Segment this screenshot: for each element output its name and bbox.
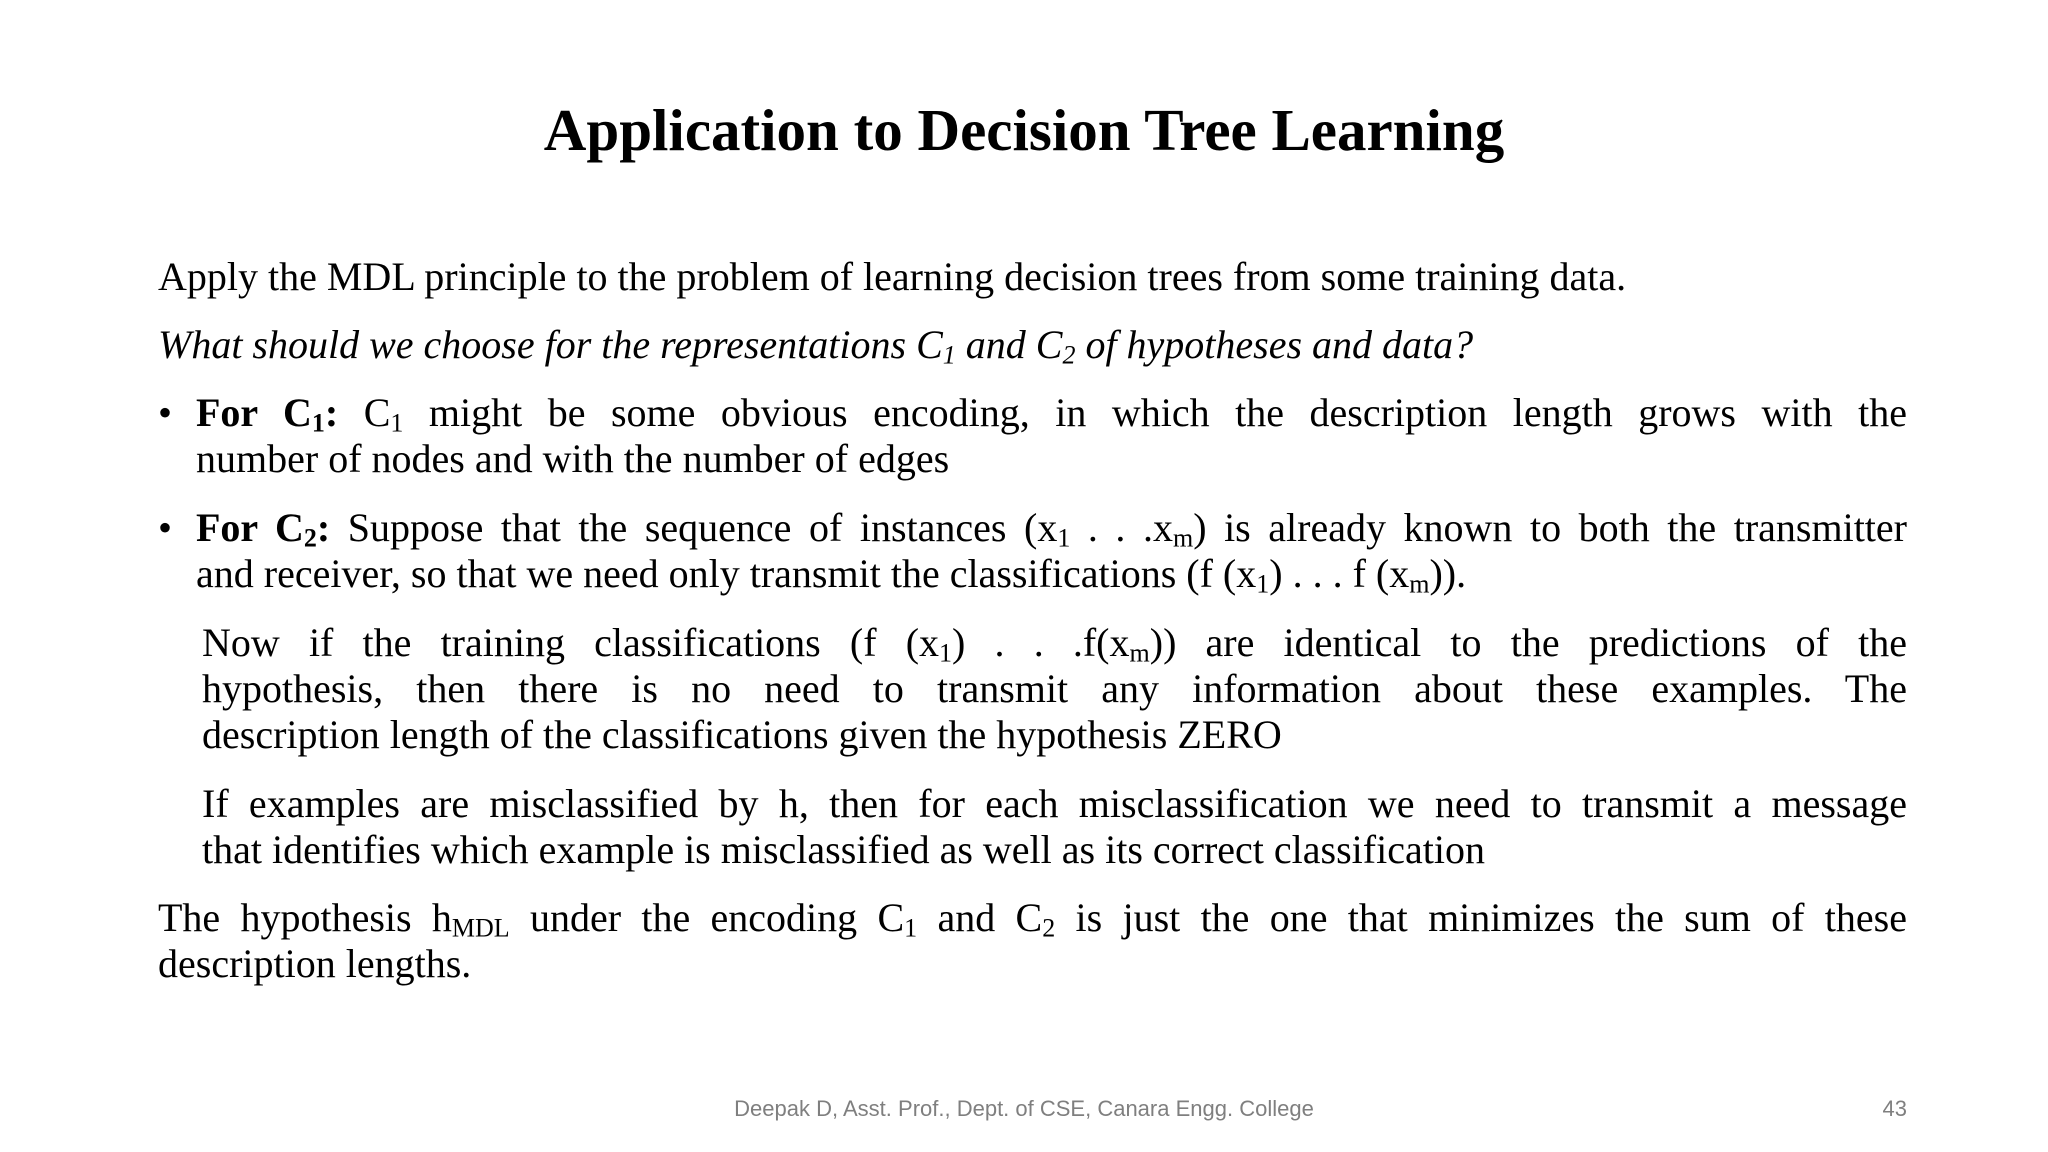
intro-text: Apply the MDL principle to the problem of learning decision trees from some training data. bbox=[158, 254, 1627, 299]
bullet-c1-line1: For $C_1$: $C_1$ might be some obvious encoding, in which the description length grows with the bbox=[196, 390, 1907, 438]
para-now-line2: hypothesis, then there is no need to transmit any information about these examples. The bbox=[202, 666, 1907, 711]
page-number: 43 bbox=[1882, 1096, 1907, 1121]
conclusion-line2: description lengths. bbox=[158, 941, 472, 986]
paragraph-identical-classifications bbox=[202, 620, 1907, 758]
bullet-c1-line2: number of nodes and with the number of edges bbox=[196, 436, 950, 481]
para-now-line1: Now if the training classifications (f $(x_1)$ . . $.f(x_m)$) are identical to the predictions of the bbox=[202, 620, 1907, 668]
intro-paragraph bbox=[158, 254, 1907, 300]
bullet-c2-line2: and receiver, so that we need only transmit the classifications (f $(x_1)$ . . . f $(x_m)$). bbox=[196, 551, 1467, 599]
conclusion-line1: The hypothesis $h_{MDL}$ under the encoding $C_1$ and $C_2$ is just the one that minimizes the sum of these bbox=[158, 895, 1907, 943]
bullet-c2 bbox=[158, 505, 1907, 597]
footer-credit: Deepak D, Asst. Prof., Dept. of CSE, Canara Engg. College bbox=[734, 1096, 1314, 1121]
bullet-c1-label: For $C_1$: bbox=[196, 390, 339, 438]
paragraph-misclassified bbox=[202, 781, 1907, 873]
para-if-line2: that identifies which example is misclassified as well as its correct classification bbox=[202, 827, 1485, 872]
bullet-c2-content bbox=[196, 505, 1907, 597]
conclusion-paragraph bbox=[158, 895, 1907, 987]
question-paragraph bbox=[158, 322, 1907, 368]
slide-title: Application to Decision Tree Learning bbox=[543, 97, 1505, 163]
bullet-marker: • bbox=[158, 390, 173, 435]
para-now-line3: description length of the classifications given the hypothesis ZERO bbox=[202, 712, 1282, 757]
bullet-c1 bbox=[158, 390, 1907, 482]
question-text: What should we choose for the representations $C_1$ and $C_2$ of hypotheses and data? bbox=[158, 322, 1474, 370]
bullet-marker: • bbox=[158, 505, 173, 550]
bullet-c2-line1: For $C_2$: Suppose that the sequence of instances ($x_1$ . . $.x_m$) is already known to both the transmitter bbox=[196, 505, 1907, 553]
bullet-c2-label: For $C_2$: bbox=[196, 505, 331, 553]
para-if-line1: If examples are misclassified by h, then for each misclassification we need to transmit a message bbox=[202, 781, 1907, 826]
bullet-c1-content bbox=[196, 390, 1907, 482]
